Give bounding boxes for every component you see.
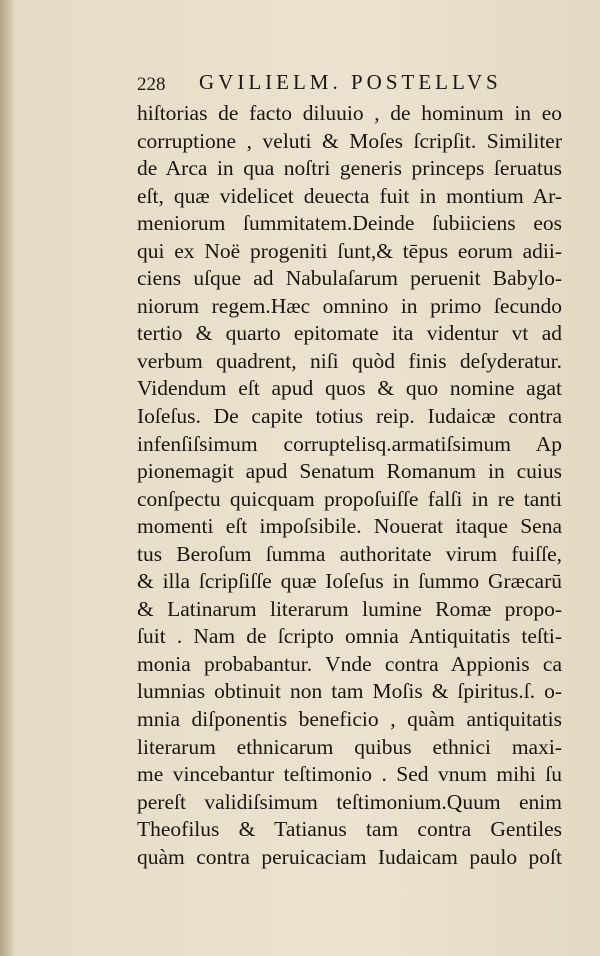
text-line: verbum quadrent, niſi quòd finis deſyderatur.	[137, 348, 562, 373]
text-line: ciens uſque ad Nabulaſarum peruenit Babylo-	[137, 266, 562, 291]
text-line: Videndum eſt apud quos & quo nomine agat	[137, 376, 562, 401]
spine-shadow	[0, 0, 14, 956]
text-line: me vincebantur teſtimonio . Sed vnum mihi ſu	[137, 762, 562, 787]
text-line: literarum ethnicarum quibus ethnici maxi-	[137, 734, 562, 759]
body-text	[137, 100, 562, 871]
text-line: ſuit . Nam de ſcripto omnia Antiquitatis teſti-	[137, 624, 562, 649]
text-line: corruptione , veluti & Moſes ſcripſit. Similiter	[137, 128, 562, 153]
text-line: momenti eſt impoſsibile. Nouerat itaque Sena	[137, 514, 562, 539]
text-line: eſt, quæ videlicet deuecta fuit in montium Ar-	[137, 183, 562, 208]
text-line: pionemagit apud Senatum Romanum in cuius	[137, 459, 562, 484]
text-line: & illa ſcripſiſſe quæ Ioſeſus in ſummo Græcarū	[137, 569, 562, 594]
text-line: meniorum ſummitatem.Deinde ſubiiciens eos	[137, 211, 562, 236]
text-line: mnia diſponentis beneficio , quàm antiquitatis	[137, 707, 562, 732]
text-line: conſpectu quicquam propoſuiſſe falſi in re tanti	[137, 486, 562, 511]
text-line: & Latinarum literarum lumine Romæ propo-	[137, 596, 562, 621]
text-line: hiſtorias de facto diluuio , de hominum in eo	[137, 101, 562, 125]
text-line: niorum regem.Hæc omnino in primo ſecundo	[137, 293, 562, 318]
text-line: Ioſeſus. De capite totius reip. Iudaicæ contra	[137, 404, 562, 429]
text-line: tus Beroſum ſumma authoritate virum fuiſſe,	[137, 541, 562, 566]
text-line: Theofilus & Tatianus tam contra Gentiles	[137, 817, 562, 842]
page-header	[137, 68, 557, 98]
page-number: 228	[137, 74, 166, 95]
running-head: GVILIELM. POSTELLVS	[199, 70, 502, 94]
text-line: lumnias obtinuit non tam Moſis & ſpiritus.ſ. o-	[137, 679, 562, 704]
text-line: tertio & quarto epitomate ita videntur vt ad	[137, 321, 562, 346]
text-line: monia probabantur. Vnde contra Appionis ca	[137, 651, 562, 676]
text-line: de Arca in qua noſtri generis princeps ſeruatus	[137, 156, 562, 181]
text-line: infenſiſsimum corruptelisq.armatiſsimum Ap	[137, 431, 562, 456]
text-line: pereſt validiſsimum teſtimonium.Quum enim	[137, 789, 562, 814]
text-line: qui ex Noë progeniti ſunt,& tēpus eorum adii-	[137, 238, 562, 263]
text-line: quàm contra peruicaciam Iudaicam paulo poſt	[137, 844, 562, 869]
